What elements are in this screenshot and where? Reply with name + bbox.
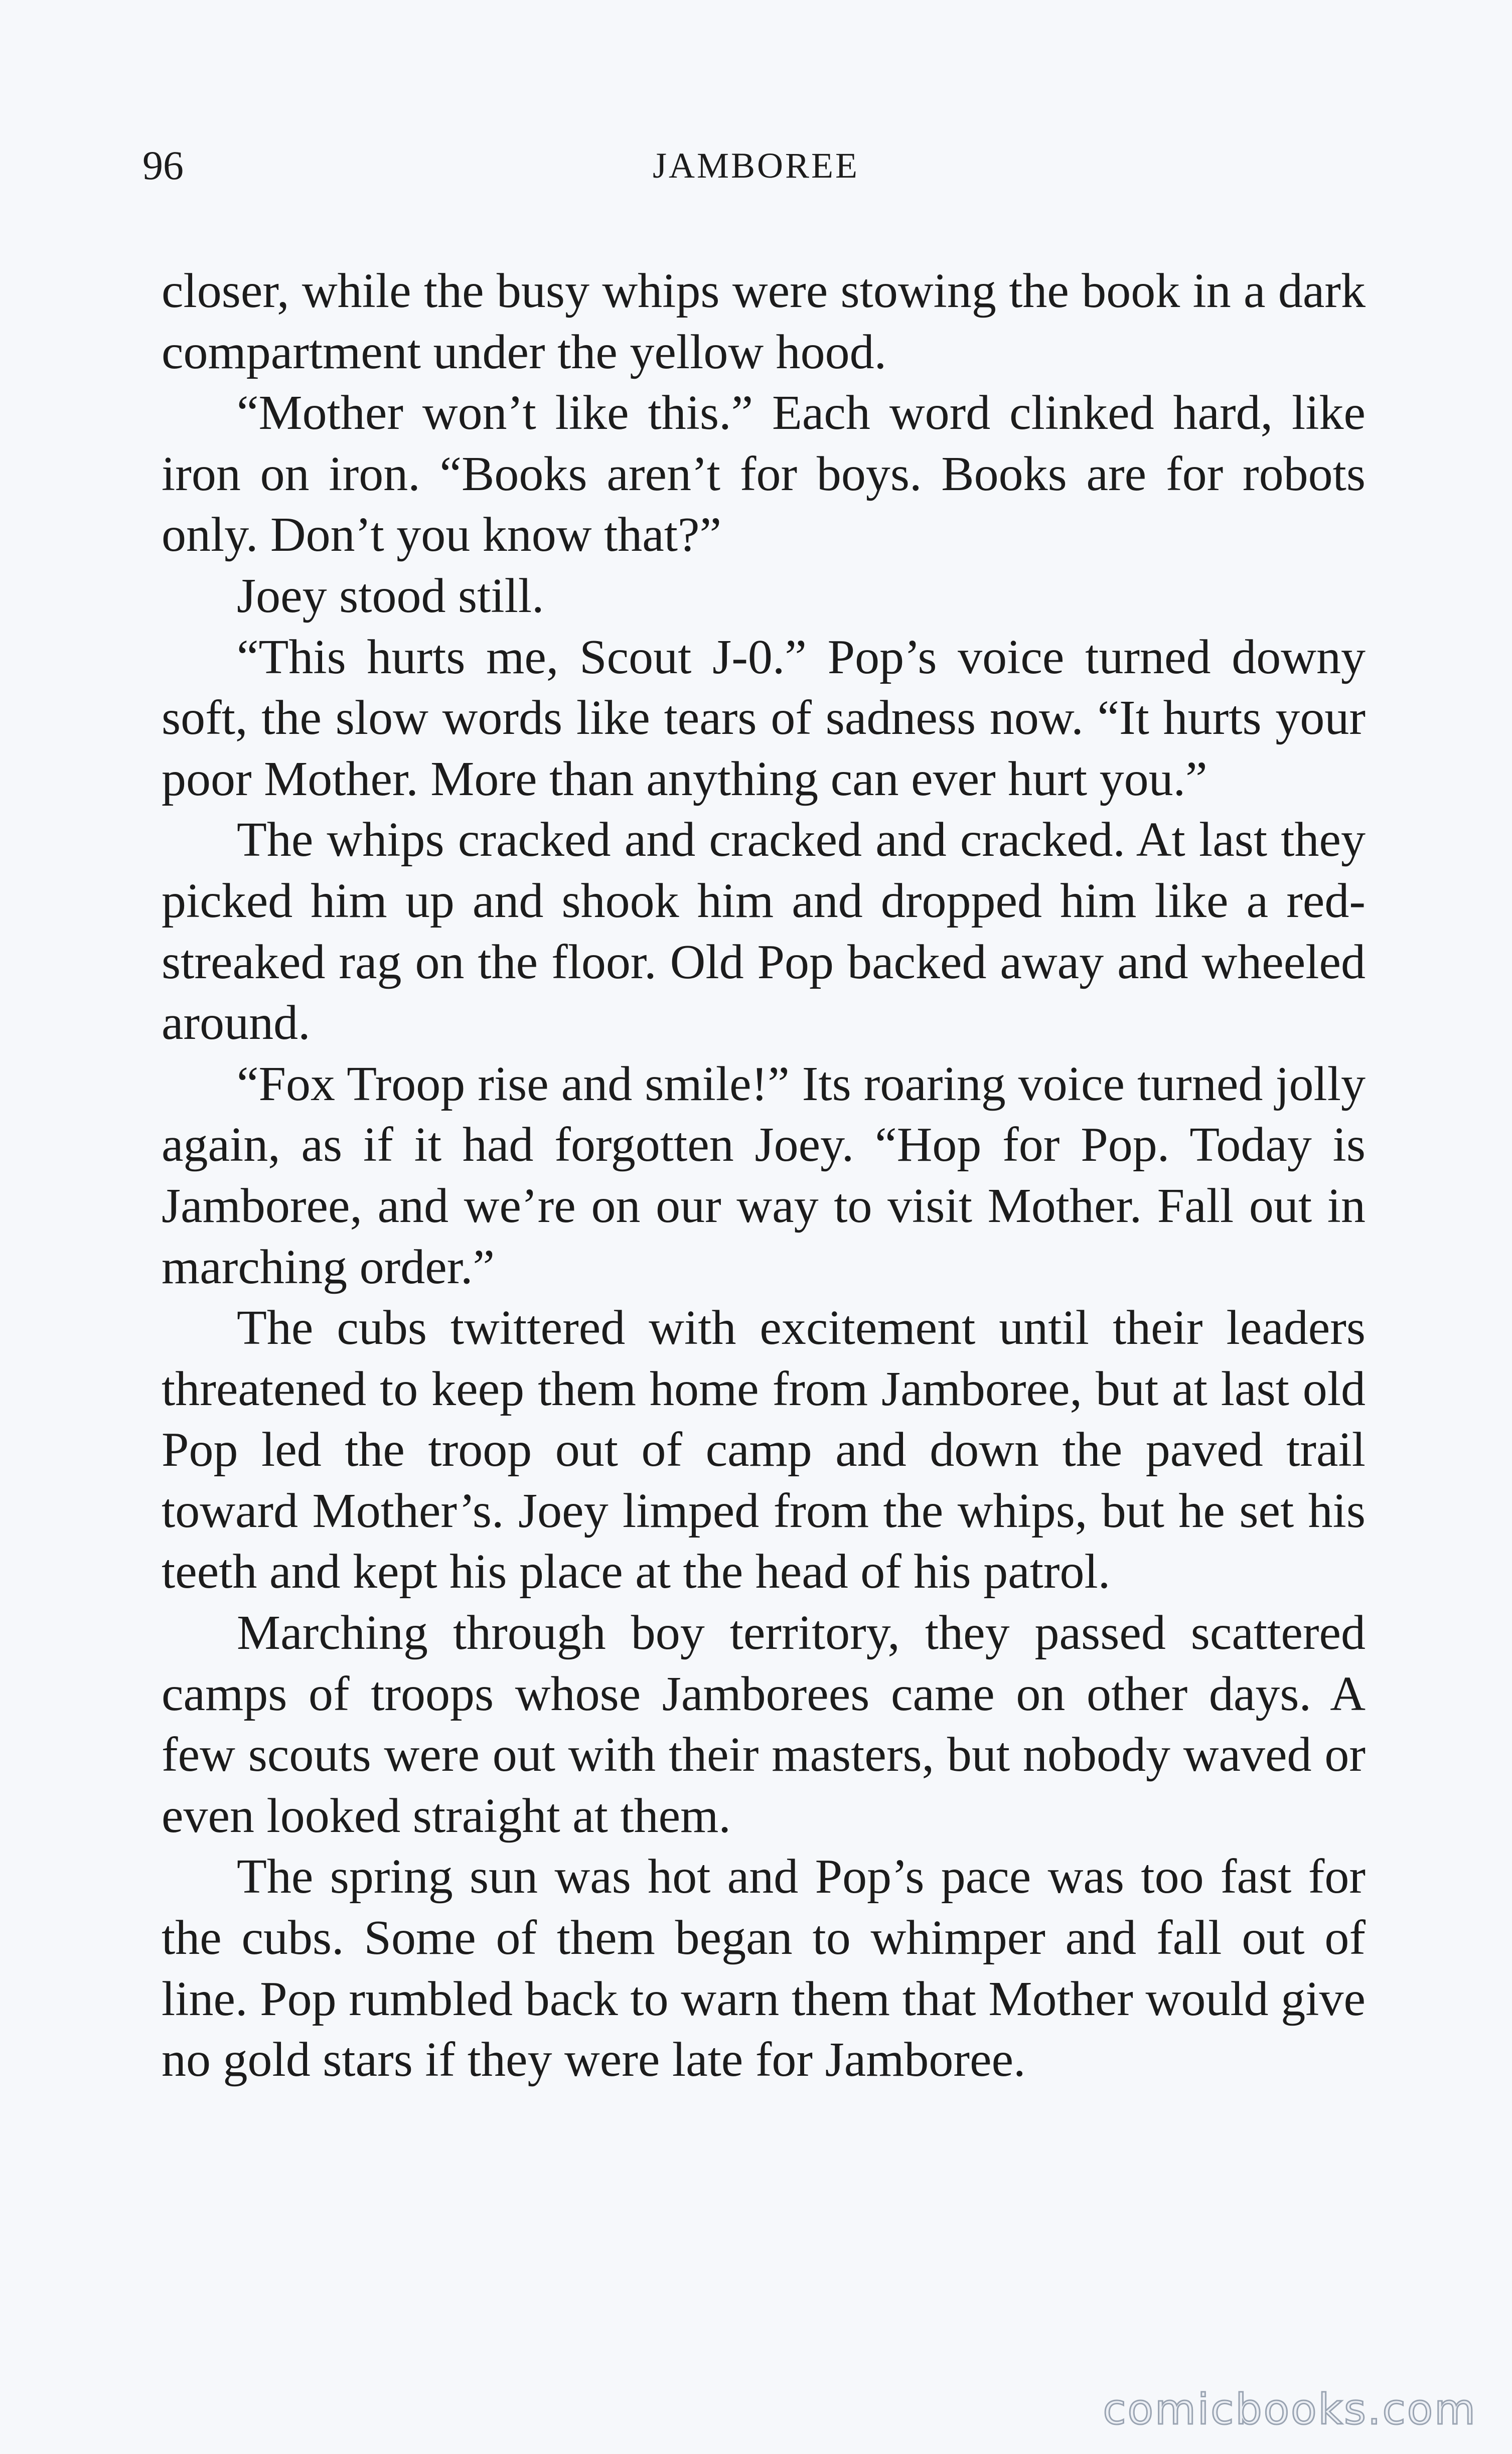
paragraph: Joey stood still. — [237, 568, 544, 623]
paragraph: The whips cracked and cracked and cracked. At last they picked him up and shook him and dropped him like a red-streaked rag on the floor. Old Pop backed away and wheeled around. — [162, 813, 1366, 1050]
paragraph: “This hurts me, Scout J-0.” Pop’s voice turned downy soft, the slow words like tears of sadness now. “It hurts your poor Mother. More than anything can ever hurt you.” — [162, 630, 1366, 806]
body-text — [162, 261, 1366, 2091]
page-header — [0, 135, 1512, 196]
watermark: comicbooks.com — [1103, 2385, 1477, 2434]
paragraph: closer, while the busy whips were stowing the book in a dark compartment under the yellow hood. — [162, 264, 1366, 379]
paragraph: The cubs twittered with excitement until their leaders threatened to keep them home from Jamboree, but at last old Pop led the troop out of camp and down the paved trail toward Mother’s. Joey limped from the whips, but he set his teeth and kept his place at the head of his patrol. — [162, 1301, 1366, 1599]
paragraph: Marching through boy territory, they passed scattered camps of troops whose Jamborees came on other days. A few scouts were out with their masters, but nobody waved or even looked straight at them. — [162, 1606, 1366, 1843]
running-title: JAMBOREE — [652, 145, 860, 186]
page-number: 96 — [142, 142, 184, 188]
paragraph: “Mother won’t like this.” Each word clinked hard, like iron on iron. “Books aren’t for boys. Books are for robots only. Don’t you know that?” — [162, 386, 1366, 562]
paragraph: The spring sun was hot and Pop’s pace was too fast for the cubs. Some of them began to whimper and fall out of line. Pop rumbled back to warn them that Mother would give no gold stars if they were late for Jamboree. — [162, 1850, 1366, 2087]
paragraph: “Fox Troop rise and smile!” Its roaring voice turned jolly again, as if it had forgotten Joey. “Hop for Pop. Today is Jamboree, and we’re on our way to visit Mother. Fall out in marching order.” — [162, 1056, 1366, 1294]
